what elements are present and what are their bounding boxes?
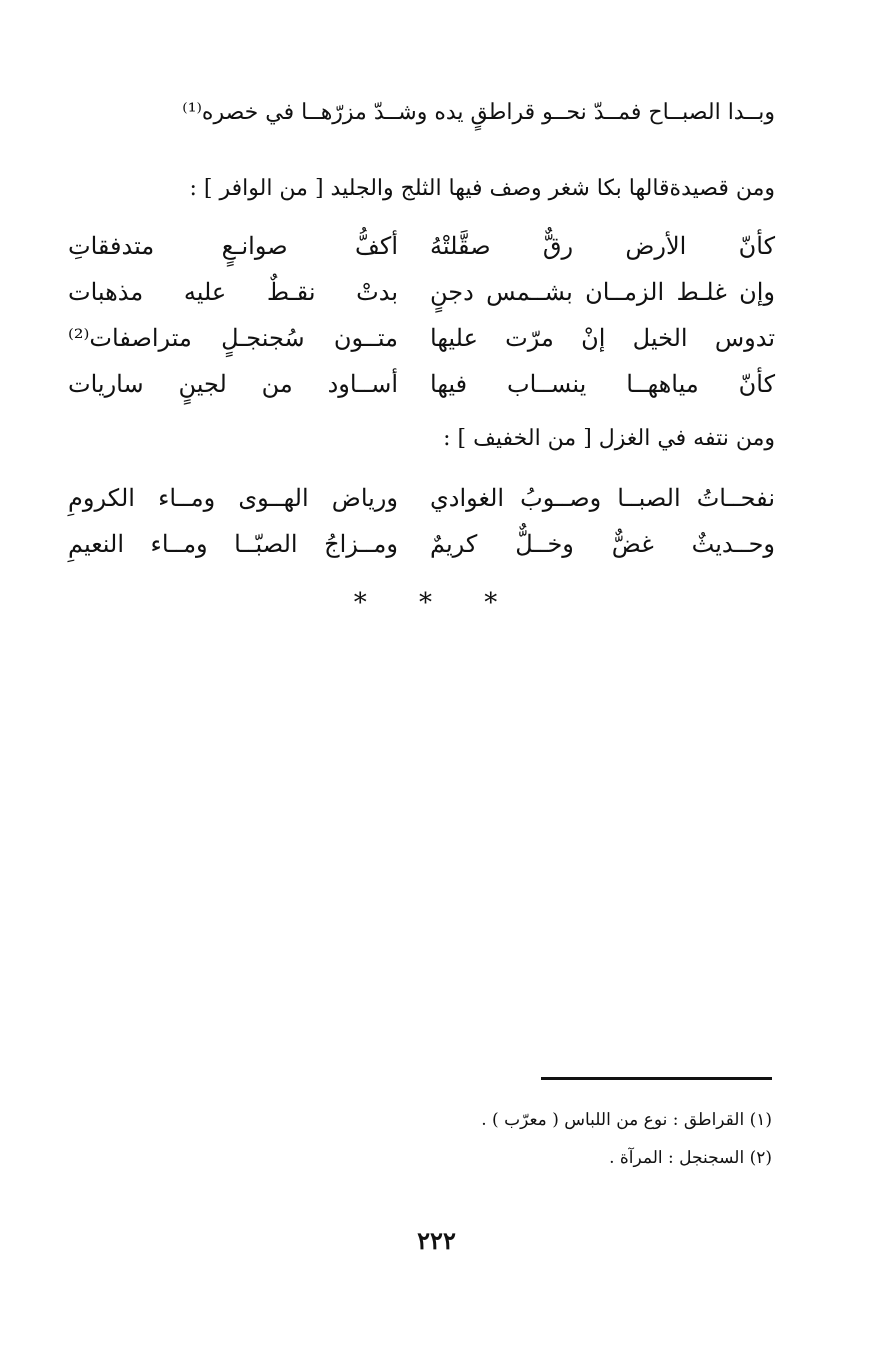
footnote-2: (٢) السجنجل : المرآة . [609,1148,772,1168]
poem-intro-2: ومن نتفه في الغزل [ من الخفيف ] : [443,426,775,451]
poem1-verse-1-first: كأنّ الأرض رقٌّ صقَّلتْهُ [430,232,775,260]
poem1-verse-3-second: متــون سُجنجـلٍ متراصفات⁽²⁾ [68,324,398,352]
verse-line-1: وبــدا الصبــاح فمــدّ نحــو قراطقٍ يده وشــدّ مزرّهــا في خصره⁽¹⁾ [182,100,775,125]
poem2-verse-1-first: نفحــاتُ الصبــا وصــوبُ الغوادي [430,484,775,512]
poem1-verse-4-first: كأنّ مياههــا ينســاب فيها [430,370,775,398]
poem1-verse-2 [60,272,775,312]
poem2-verse-1 [60,478,775,518]
footnote-rule [541,1077,772,1080]
poem-intro-1: ومن قصيدةقالها بكا شغر وصف فيها الثلج والجليد [ من الوافر ] : [189,176,775,201]
poem1-verse-2-second: بدتْ نقـطٌ عليه مذهبات [68,278,398,306]
footnote-1: (١) القراطق : نوع من اللباس ( معرّب ) . [481,1110,772,1130]
poem2-verse-2 [60,524,775,564]
poem1-verse-3 [60,318,775,358]
section-separator: * * * [353,588,520,618]
poem1-verse-2-first: وإن غلـط الزمــان بشــمس دجنٍ [430,278,775,306]
poem2-verse-2-first: وحــديثٌ غضٌّ وخــلٌّ كريمٌ [430,530,775,558]
poem2-verse-2-second: ومــزاجُ الصبّــا ومــاء النعيمِ [68,530,398,558]
poem2-verse-1-second: ورياض الهــوى ومــاء الكرومِ [68,484,398,512]
poem1-verse-4 [60,364,775,404]
poem1-verse-3-first: تدوس الخيل إنْ مرّت عليها [430,324,775,352]
poem1-verse-4-second: أســاود من لجينٍ ساريات [68,370,398,398]
poem1-verse-1-second: أكفُّ صوانـعٍ متدفقاتِ [68,232,398,260]
poem1-verse-1 [60,226,775,266]
page-number: ٢٢٢ [417,1226,456,1255]
